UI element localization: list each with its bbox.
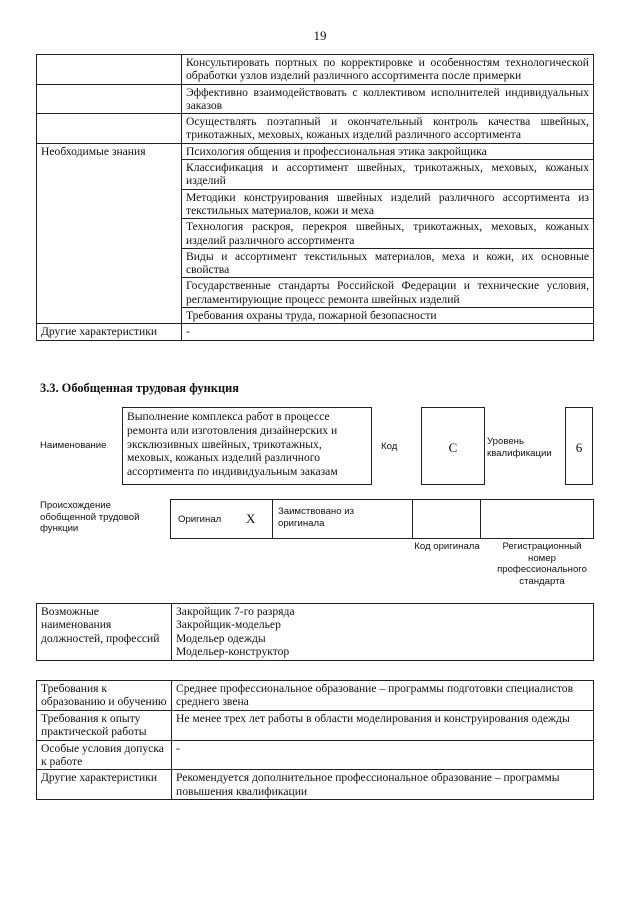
divider (480, 499, 481, 539)
requirement-label: Другие характеристики (37, 770, 172, 800)
name-label: Наименование (40, 440, 107, 451)
knowledge-label: Необходимые знания (37, 143, 182, 324)
original-label: Оригинал (178, 514, 222, 525)
empty-label-cell (37, 114, 182, 144)
requirement-label: Особые условия допуска к работе (37, 740, 172, 770)
skill-cell: Эффективно взаимодействовать с коллективом исполнителей индивидуальных заказов (182, 84, 594, 114)
requirement-label: Требования к образованию и обучению (37, 681, 172, 711)
original-mark: X (246, 511, 256, 526)
other-value: - (182, 324, 594, 340)
requirement-value: Рекомендуется дополнительное профессиональное образование – программы повышения квалификации (172, 770, 594, 800)
positions-list (172, 604, 594, 661)
divider (272, 499, 273, 539)
requirement-value: - (172, 740, 594, 770)
knowledge-cell: Виды и ассортимент текстильных материалов, меха и кожи, их основные свойства (182, 248, 594, 278)
page-number: 19 (313, 28, 327, 43)
knowledge-cell: Технология раскроя, перекроя швейных, трикотажных, меховых, кожаных изделий различного ассортимента (182, 219, 594, 249)
table-row (37, 114, 594, 144)
position-item: Модельер-конструктор (176, 645, 290, 659)
knowledge-cell: Психология общения и профессиональная этика закройщика (182, 143, 594, 159)
position-item: Модельер одежды (176, 631, 266, 645)
table-row (37, 681, 594, 711)
knowledge-cell: Государственные стандарты Российской Федерации и технические условия, регламентирующие процесс ремонта швейных изделий (182, 278, 594, 308)
positions-table (36, 603, 594, 661)
skill-cell: Осуществлять поэтапный и окончательный контроль качества швейных, трикотажных, меховых, кожаных изделий различного ассортимента (182, 114, 594, 144)
code-label: Код (381, 441, 398, 452)
table-row (37, 143, 594, 159)
table-row (37, 55, 594, 85)
knowledge-cell: Методики конструирования швейных изделий различного ассортимента из текстильных материалов, кожи и меха (182, 189, 594, 219)
code-value: C (421, 407, 485, 485)
requirement-value: Среднее профессиональное образование – программы подготовки специалистов среднего звена (172, 681, 594, 711)
reg-number-caption: Регистрационный номер профессионального стандарта (497, 541, 587, 587)
borrowed-label: Заимствовано из оригинала (278, 506, 354, 529)
requirement-value: Не менее трех лет работы в области моделирования и конструирования одежды (172, 710, 594, 740)
table-row (37, 740, 594, 770)
name-value: Выполнение комплекса работ в процессе ремонта или изготовления дизайнерских и эксклюзивных швейных, трикотажных, меховых, кожаных изделий различного ассортимента по индивидуальным заказам (122, 407, 372, 485)
knowledge-table (36, 54, 594, 341)
code-original-caption: Код оригинала (414, 541, 480, 552)
knowledge-cell: Классификация и ассортимент швейных, трикотажных, меховых, кожаных изделий (182, 160, 594, 190)
other-label: Другие характеристики (37, 324, 182, 340)
position-item: Закройщик 7-го разряда (176, 605, 295, 618)
table-row (37, 84, 594, 114)
requirement-label: Требования к опыту практической работы (37, 710, 172, 740)
knowledge-cell: Требования охраны труда, пожарной безопасности (182, 308, 594, 324)
positions-label: Возможные наименования должностей, профессий (37, 604, 172, 661)
empty-label-cell (37, 84, 182, 114)
empty-label-cell (37, 55, 182, 85)
table-row (37, 604, 594, 661)
table-row (37, 710, 594, 740)
table-row (37, 324, 594, 340)
section-title: 3.3. Обобщенная трудовая функция (40, 381, 239, 395)
divider (412, 499, 413, 539)
position-item: Закройщик-модельер (176, 618, 281, 632)
origin-label: Происхождение обобщенной трудовой функции (40, 500, 140, 534)
skill-cell: Консультировать портных по корректировке и особенностям технологической обработки узлов изделий различного ассортимента после примерки (182, 55, 594, 85)
requirements-table (36, 680, 594, 800)
table-row (37, 770, 594, 800)
level-label: Уровень квалификации (487, 436, 552, 459)
level-value: 6 (565, 407, 593, 485)
